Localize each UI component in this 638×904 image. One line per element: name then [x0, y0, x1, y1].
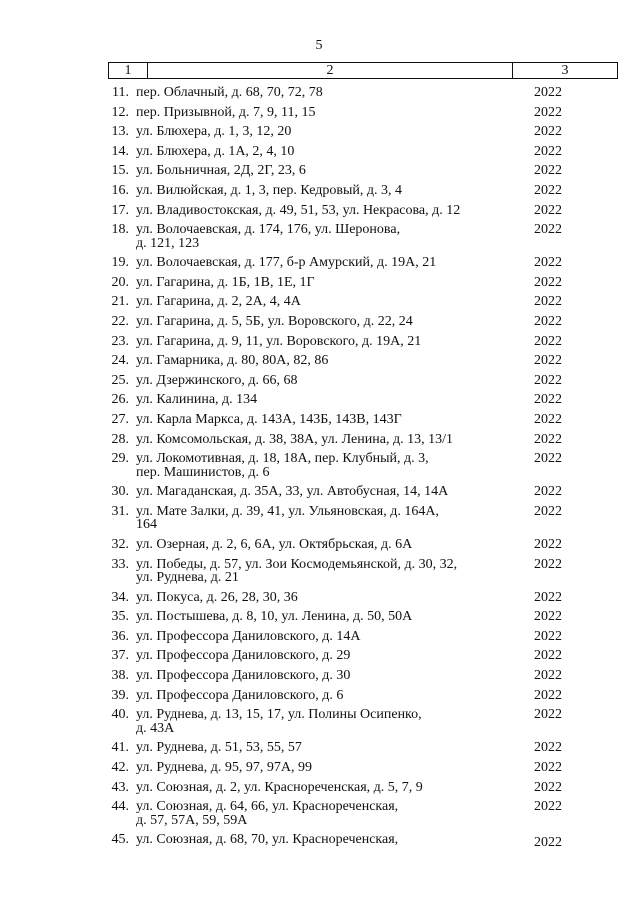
row-number: 13.: [111, 124, 129, 140]
row-year: 2022: [534, 687, 562, 703]
row-year: 2022: [534, 779, 562, 795]
row-number: 15.: [111, 163, 129, 179]
table-header: [108, 62, 618, 79]
table-row: [0, 256, 638, 270]
row-number: 43.: [111, 779, 129, 795]
row-address: ул. Гамарника, д. 80, 80А, 82, 86: [136, 353, 329, 369]
table-row: [0, 781, 638, 795]
row-year: 2022: [534, 202, 562, 218]
row-address: ул. Дзержинского, д. 66, 68: [136, 372, 298, 388]
row-year: 2022: [534, 484, 562, 500]
row-year: 2022: [534, 740, 562, 756]
row-year: 2022: [534, 392, 562, 408]
row-number: 28.: [111, 431, 129, 447]
table-row: [0, 413, 638, 427]
row-year: 2022: [534, 431, 562, 447]
row-year: 2022: [534, 255, 562, 271]
row-address: ул. Профессора Даниловского, д. 6: [136, 687, 344, 703]
row-number: 17.: [111, 202, 129, 218]
row-number: 12.: [111, 104, 129, 120]
row-year: 2022: [534, 104, 562, 120]
table-row: [0, 452, 638, 479]
table-row: [0, 485, 638, 499]
row-address: ул. Гагарина, д. 2, 2А, 4, 4А: [136, 294, 301, 310]
row-address: ул. Профессора Даниловского, д. 29: [136, 648, 351, 664]
row-year: 2022: [534, 85, 562, 100]
row-year: 2022: [534, 182, 562, 198]
table-row: [0, 164, 638, 178]
table-row: [0, 708, 638, 735]
row-number: 37.: [111, 648, 129, 664]
row-number: 26.: [111, 392, 129, 408]
row-number: 23.: [111, 333, 129, 349]
row-address: ул. Гагарина, д. 9, 11, ул. Воровского, д. 19А, 21: [136, 333, 422, 349]
row-address: ул. Волочаевская, д. 174, 176, ул. Шеронова, д. 121, 123: [136, 222, 401, 251]
address-list: [0, 86, 638, 856]
row-address: ул. Владивостокская, д. 49, 51, 53, ул. Некрасова, д. 12: [136, 202, 461, 218]
table-row: [0, 184, 638, 198]
row-year: 2022: [534, 372, 562, 388]
row-address: ул. Руднева, д. 95, 97, 97А, 99: [136, 759, 312, 775]
row-number: 14.: [111, 143, 129, 159]
row-address: ул. Магаданская, д. 35А, 33, ул. Автобусная, 14, 14А: [136, 484, 449, 500]
row-address: ул. Комсомольская, д. 38, 38А, ул. Ленина, д. 13, 13/1: [136, 431, 453, 447]
row-year: 2022: [534, 294, 562, 310]
table-row: [0, 223, 638, 250]
table-row: [0, 276, 638, 290]
row-address: пер. Призывной, д. 7, 9, 11, 15: [136, 104, 316, 120]
row-number: 35.: [111, 609, 129, 625]
row-address: ул. Блюхера, д. 1А, 2, 4, 10: [136, 143, 295, 159]
row-year: 2022: [534, 556, 562, 572]
table-row: [0, 433, 638, 447]
column-header-address: 2: [148, 63, 513, 78]
row-number: 29.: [111, 451, 129, 467]
page-number: 5: [315, 38, 323, 53]
row-address: ул. Союзная, д. 64, 66, ул. Краснореченская, д. 57, 57А, 59, 59А: [136, 799, 399, 828]
row-number: 18.: [111, 222, 129, 238]
row-number: 27.: [111, 412, 129, 427]
row-year: 2022: [534, 503, 562, 519]
row-number: 36.: [111, 628, 129, 644]
row-number: 39.: [111, 687, 129, 703]
row-number: 33.: [111, 556, 129, 572]
row-number: 44.: [111, 799, 129, 815]
row-year: 2022: [534, 609, 562, 625]
row-number: 38.: [111, 668, 129, 684]
row-year: 2022: [534, 412, 562, 427]
row-address: ул. Калинина, д. 134: [136, 392, 258, 408]
row-address: ул. Покуса, д. 26, 28, 30, 36: [136, 589, 298, 605]
row-number: 25.: [111, 372, 129, 388]
row-address: ул. Мате Залки, д. 39, 41, ул. Ульяновская, д. 164А, 164: [136, 503, 439, 533]
row-number: 42.: [111, 759, 129, 775]
table-row: [0, 354, 638, 368]
row-year: 2022: [534, 835, 562, 851]
row-number: 24.: [111, 353, 129, 369]
row-address: ул. Больничная, 2Д, 2Г, 23, 6: [136, 163, 306, 179]
row-year: 2022: [534, 799, 562, 815]
row-year: 2022: [534, 648, 562, 664]
row-year: 2022: [534, 668, 562, 684]
column-header-year: 3: [561, 63, 569, 78]
table-row: [0, 833, 638, 850]
row-address: ул. Профессора Даниловского, д. 30: [136, 668, 351, 684]
row-address: пер. Облачный, д. 68, 70, 72, 78: [136, 85, 323, 100]
row-year: 2022: [534, 707, 562, 723]
table-row: [0, 741, 638, 755]
row-address: ул. Победы, д. 57, ул. Зои Космодемьянской, д. 30, 32, ул. Руднева, д. 21: [136, 556, 458, 586]
column-header-number: 1: [109, 63, 148, 78]
row-year: 2022: [534, 314, 562, 330]
table-row: [0, 649, 638, 663]
row-number: 30.: [111, 484, 129, 500]
row-address: ул. Гагарина, д. 5, 5Б, ул. Воровского, д. 22, 24: [136, 314, 413, 330]
row-number: 21.: [111, 294, 129, 310]
table-row: [0, 145, 638, 159]
row-address: ул. Профессора Даниловского, д. 14А: [136, 628, 361, 644]
table-row: [0, 800, 638, 827]
row-number: 20.: [111, 274, 129, 290]
row-address: ул. Союзная, д. 68, 70, ул. Краснореченская,: [136, 832, 399, 848]
table-row: [0, 689, 638, 703]
row-number: 16.: [111, 182, 129, 198]
row-address: ул. Озерная, д. 2, 6, 6А, ул. Октябрьская, д. 6А: [136, 536, 413, 552]
table-row: [0, 505, 638, 532]
table-row: [0, 374, 638, 388]
table-row: [0, 204, 638, 218]
table-row: [0, 610, 638, 624]
row-year: 2022: [534, 124, 562, 140]
row-address: ул. Руднева, д. 51, 53, 55, 57: [136, 740, 302, 756]
row-year: 2022: [534, 274, 562, 290]
row-address: ул. Локомотивная, д. 18, 18А, пер. Клубный, д. 3, пер. Машинистов, д. 6: [136, 451, 429, 480]
row-address: ул. Гагарина, д. 1Б, 1В, 1Е, 1Г: [136, 274, 315, 290]
row-year: 2022: [534, 143, 562, 159]
row-number: 45.: [111, 832, 129, 848]
row-number: 11.: [112, 85, 129, 100]
row-address: ул. Вилюйская, д. 1, 3, пер. Кедровый, д. 3, 4: [136, 182, 403, 198]
table-row: [0, 106, 638, 120]
row-number: 22.: [111, 314, 129, 330]
row-year: 2022: [534, 589, 562, 605]
row-year: 2022: [534, 333, 562, 349]
table-row: [0, 591, 638, 605]
row-address: ул. Руднева, д. 13, 15, 17, ул. Полины Осипенко, д. 43А: [136, 707, 422, 736]
row-number: 40.: [111, 707, 129, 723]
table-row: [0, 761, 638, 775]
row-number: 19.: [111, 255, 129, 271]
table-row: [0, 125, 638, 139]
table-row: [0, 630, 638, 644]
row-number: 41.: [111, 740, 129, 756]
row-address: ул. Блюхера, д. 1, 3, 12, 20: [136, 124, 292, 140]
table-row: [0, 669, 638, 683]
table-row: [0, 335, 638, 349]
row-year: 2022: [534, 759, 562, 775]
row-address: ул. Постышева, д. 8, 10, ул. Ленина, д. 50, 50А: [136, 609, 413, 625]
row-number: 32.: [111, 536, 129, 552]
row-year: 2022: [534, 222, 562, 238]
row-address: ул. Волочаевская, д. 177, б-р Амурский, д. 19А, 21: [136, 255, 437, 271]
row-year: 2022: [534, 451, 562, 467]
table-row: [0, 295, 638, 309]
row-address: ул. Карла Маркса, д. 143А, 143Б, 143В, 143Г: [136, 412, 402, 427]
row-address: ул. Союзная, д. 2, ул. Краснореченская, д. 5, 7, 9: [136, 779, 423, 795]
table-row: [0, 86, 638, 100]
row-number: 34.: [111, 589, 129, 605]
table-row: [0, 315, 638, 329]
row-year: 2022: [534, 163, 562, 179]
row-number: 31.: [111, 503, 129, 519]
table-row: [0, 393, 638, 407]
table-row: [0, 558, 638, 585]
row-year: 2022: [534, 628, 562, 644]
row-year: 2022: [534, 353, 562, 369]
row-year: 2022: [534, 536, 562, 552]
table-row: [0, 538, 638, 552]
